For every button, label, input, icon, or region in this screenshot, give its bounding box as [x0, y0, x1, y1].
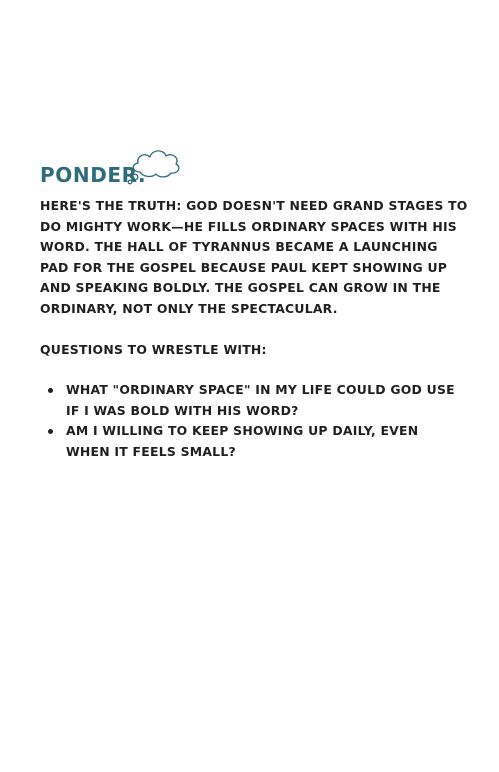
- questions-heading: QUESTIONS TO WRESTLE WITH:: [40, 342, 267, 357]
- bullet-icon: [48, 388, 53, 393]
- list-item: [40, 421, 460, 462]
- section-header: [40, 160, 200, 190]
- list-item: [40, 380, 460, 421]
- thought-cloud-icon: [126, 140, 184, 186]
- bullet-icon: [48, 429, 53, 434]
- question-text: WHAT "ORDINARY SPACE" IN MY LIFE COULD GOD USE IF I WAS BOLD WITH HIS WORD?: [66, 382, 455, 418]
- question-text: AM I WILLING TO KEEP SHOWING UP DAILY, EVEN WHEN IT FEELS SMALL?: [66, 423, 419, 459]
- body-paragraph: HERE'S THE TRUTH: GOD DOESN'T NEED GRAND STAGES TO DO MIGHTY WORK—HE FILLS ORDINARY SPACES WITH HIS WORD. THE HALL OF TYRANNUS BECAME A LAUNCHING PAD FOR THE GOSPEL BECAUSE PAUL KEPT SHOWING UP AND SPEAKING BOLDLY. THE GOSPEL CAN GROW IN THE ORDINARY, NOT ONLY THE SPECTACULAR.: [40, 198, 468, 316]
- section-title: PONDER.: [40, 163, 147, 187]
- question-list: [40, 380, 460, 462]
